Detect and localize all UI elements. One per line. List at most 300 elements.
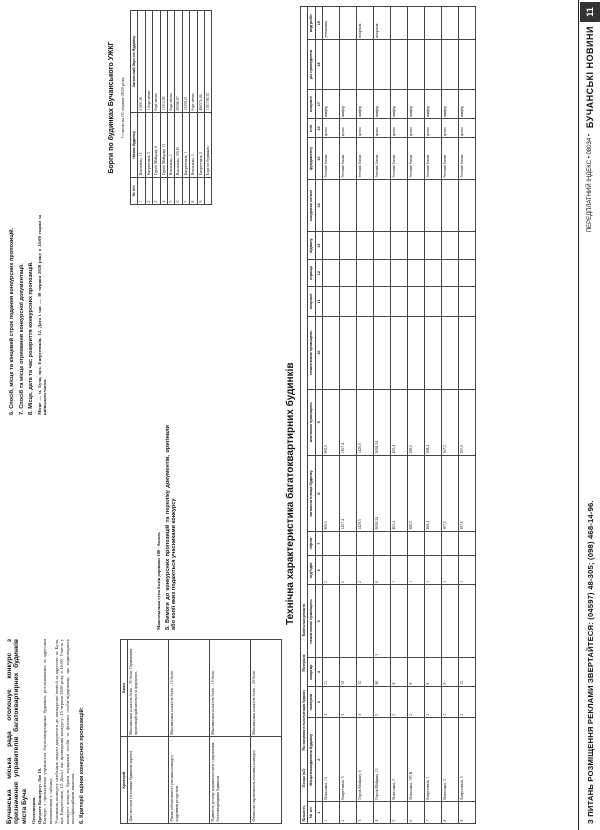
table-cell: [374, 232, 391, 260]
table-cell: [340, 260, 357, 287]
column-right: [6, 215, 274, 415]
table-cell: Героїв Майдану, 6: [357, 718, 374, 802]
table-cell: бетонні блоки: [391, 138, 408, 179]
table-row: [182, 11, 189, 205]
table-cell: Максимальна кількість балів – 15 балів.: [169, 640, 210, 737]
criteria-header: Бали: [121, 640, 128, 737]
table-cell: 1: [425, 556, 442, 585]
table-cell: 1420,5: [357, 389, 374, 455]
table-cell: [459, 179, 476, 231]
table-cell: [340, 232, 357, 260]
table-cell: [374, 40, 391, 90]
table-cell: шифер: [323, 89, 340, 119]
tech-subheader: загальна площа будинку: [308, 455, 315, 531]
tech-subheader: ліфтів: [308, 532, 315, 556]
table-row: [169, 640, 210, 824]
table-cell: [425, 287, 442, 317]
table-cell: [442, 287, 459, 317]
table-cell: Вокзальна, 105 В: [175, 113, 182, 178]
table-cell: 2: [459, 687, 476, 718]
table-cell: [459, 40, 476, 90]
table-cell: бетонні блоки: [357, 138, 374, 179]
table-cell: борг немає: [190, 11, 197, 113]
table-cell: [357, 532, 374, 556]
table-cell: 3: [340, 687, 357, 718]
table-cell: цегла: [459, 119, 476, 138]
column-number: 15: [315, 138, 322, 179]
table-cell: Вокзальна, 13: [323, 718, 340, 802]
table-cell: [459, 232, 476, 260]
table-cell: 2: [145, 177, 152, 204]
table-cell: [357, 260, 374, 287]
table-cell: 8: [425, 658, 442, 687]
table-cell: [408, 287, 425, 317]
table-cell: 965,5: [323, 389, 340, 455]
table-cell: цегла: [391, 119, 408, 138]
table-cell: Максимальна кількість балів – 20 балів.: [251, 640, 282, 737]
column-number: 6: [315, 556, 322, 585]
table-cell: [425, 316, 442, 389]
table-cell: бетонні блоки: [374, 138, 391, 179]
table-cell: [408, 532, 425, 556]
section8-title: 8. Місце, дата та час розкриття конкурсних пропозицій.: [28, 261, 35, 415]
table-cell: шифер: [391, 89, 408, 119]
table-cell: 367,5: [442, 389, 459, 455]
section5-title: 5. Вимоги до конкурсних пропозицій та переліку документів, оригінали або копії яких подаються учасниками конкурсу: [164, 425, 178, 630]
table-cell: [425, 585, 442, 658]
tech-subheader: сходових клітин: [308, 179, 315, 231]
section6-title: 6. Спосіб, місце та кінцевий строк подання конкурсних пропозицій.: [9, 227, 15, 415]
table-cell: [323, 179, 340, 231]
subscription-index: ПЕРЕДПЛАТНИЙ ІНДЕКС • 08034 •: [587, 134, 593, 233]
table-cell: шифер: [425, 89, 442, 119]
table-cell: 6: [374, 556, 391, 585]
column-number: 8: [315, 455, 322, 531]
tech-subheader: нежитлових приміщень: [308, 316, 315, 389]
column-middle: [6, 425, 274, 630]
table-cell: [340, 532, 357, 556]
table-cell: Борг по будинкам: [205, 113, 212, 178]
table-row: [160, 11, 167, 205]
table-cell: Героїв Майдану, 13: [160, 113, 167, 178]
table-row: [391, 7, 408, 824]
table-cell: [442, 260, 459, 287]
tech-table: [300, 6, 476, 824]
table-cell: [408, 179, 425, 231]
table-cell: 3658,34: [374, 389, 391, 455]
table-cell: бетонні блоки: [340, 138, 357, 179]
table-cell: Енергетиків, 5: [145, 113, 152, 178]
table-cell: [425, 232, 442, 260]
table-row: [442, 7, 459, 824]
table-cell: [323, 287, 340, 317]
table-cell: 32: [357, 658, 374, 687]
table-cell: [323, 232, 340, 260]
table-cell: [442, 7, 459, 40]
table-cell: 2: [340, 556, 357, 585]
table-cell: [408, 40, 425, 90]
table-cell: 403,4: [391, 389, 408, 455]
tech-subheader: нежитлових приміщень: [308, 585, 315, 658]
table-row: [340, 7, 357, 824]
table-cell: [391, 40, 408, 90]
table-cell: 397,6: [459, 389, 476, 455]
table-cell: покрівля: [357, 7, 374, 40]
table-cell: [391, 532, 408, 556]
table-cell: 2: [357, 556, 374, 585]
table-row: [168, 11, 175, 205]
group-header: Площа (м2): [302, 768, 306, 788]
table-cell: 21691,81: [138, 11, 145, 113]
table-cell: [425, 40, 442, 90]
table-cell: Вокзальна, 2: [391, 718, 408, 802]
table-cell: 1: [323, 802, 340, 824]
table-cell: [323, 532, 340, 556]
column-number: 12: [315, 260, 322, 287]
table-cell: бетонні блоки: [425, 138, 442, 179]
newspaper-brand: БУЧАНСЬКІ НОВИНИ: [585, 26, 595, 129]
table-cell: 2: [408, 687, 425, 718]
table-cell: 3: [153, 177, 160, 204]
table-cell: [459, 287, 476, 317]
table-cell: 9: [197, 177, 204, 204]
group-headers: [301, 7, 308, 824]
debt-header: Загальний борг по будинку: [131, 11, 138, 113]
table-row: [408, 7, 425, 824]
table-cell: цегла: [340, 119, 357, 138]
table-cell: покрівля: [374, 7, 391, 40]
table-cell: [442, 532, 459, 556]
table-row: [175, 11, 182, 205]
table-cell: цегла: [323, 119, 340, 138]
lot-label: Предмет Конкурсу: Лот 10.: [36, 767, 42, 824]
table-cell: 5: [374, 687, 391, 718]
table-cell: 8: [408, 658, 425, 687]
column-number: 1: [315, 802, 322, 824]
column-number: 18: [315, 40, 322, 90]
table-cell: цегла: [357, 119, 374, 138]
table-cell: 2: [340, 802, 357, 824]
table-cell: Енергетиків, 1: [425, 718, 442, 802]
table-cell: [425, 179, 442, 231]
table-cell: [340, 287, 357, 317]
table-cell: [459, 7, 476, 40]
table-row: [374, 7, 391, 824]
table-cell: 380,5: [408, 455, 425, 531]
tech-subheader: рік проведення: [308, 40, 315, 90]
column-number: 19: [315, 7, 322, 40]
table-cell: 4: [374, 802, 391, 824]
table-cell: шифер: [357, 89, 374, 119]
tech-subheader: підвалу: [308, 232, 315, 260]
table-cell: [374, 532, 391, 556]
table-cell: 367,5: [442, 455, 459, 531]
table-cell: [357, 179, 374, 231]
table-cell: [391, 260, 408, 287]
table-cell: 2: [323, 556, 340, 585]
group-header: Рік введення в експлуатацію будинку: [302, 689, 306, 751]
table-row: [138, 11, 145, 205]
table-cell: 9: [459, 802, 476, 824]
column-number: 11: [315, 287, 322, 317]
table-cell: [459, 316, 476, 389]
table-cell: [442, 585, 459, 658]
table-cell: [425, 532, 442, 556]
debt-header: № п/п: [131, 177, 138, 204]
table-cell: Ціна послуги (за кожним будинком окремо): [128, 737, 169, 824]
tech-header: Місцезнаходження будинку: [308, 718, 315, 802]
column-number: 3: [315, 687, 322, 718]
table-cell: [323, 260, 340, 287]
table-cell: Героїв Майдану, 13: [374, 718, 391, 802]
table-cell: 5: [391, 802, 408, 824]
table-cell: 2: [425, 687, 442, 718]
table-cell: [442, 232, 459, 260]
table-cell: [357, 287, 374, 317]
table-cell: [323, 585, 340, 658]
table-cell: цегла: [425, 119, 442, 138]
table-cell: [374, 179, 391, 231]
tech-subheader: поверхів: [308, 687, 315, 718]
table-cell: [459, 260, 476, 287]
table-cell: Вокзальна, 105 В: [408, 718, 425, 802]
table-cell: [391, 585, 408, 658]
table-row: [425, 7, 442, 824]
table-cell: Вокзальна, 13: [138, 113, 145, 178]
table-cell: 403,4: [391, 455, 408, 531]
table-cell: 3658,34: [374, 455, 391, 531]
table-cell: Вокзальна, 3: [190, 113, 197, 178]
page-footer: [578, 0, 600, 830]
column-number: 5: [315, 585, 322, 658]
table-cell: бетонні блоки: [408, 138, 425, 179]
table-cell: 1: [408, 556, 425, 585]
table-cell: [442, 316, 459, 389]
table-cell: [323, 316, 340, 389]
table-cell: 21: [323, 658, 340, 687]
tech-subheader: вид робіт: [308, 7, 315, 40]
table-cell: 7: [425, 802, 442, 824]
table-cell: [442, 179, 459, 231]
table-cell: 1181780,35: [205, 11, 212, 113]
intro-text: Учасникам конкурсу необхідно подати документи до конкурсної комісії за адресою: м. Буча, вул. Енергетиків, 12. Дата і час проведення конкурсу: 15 червня 2020 року о 10:00. Участь у конкурсі можуть брати юридичні особи та фізичні особи-підприємці, що відповідають кваліфікаційним вимогам.: [53, 639, 76, 824]
table-cell: Фінансова спроможність учасника конкурсу: [251, 737, 282, 824]
table-cell: шифер: [374, 89, 391, 119]
debt-header: Назва будинку: [131, 113, 138, 178]
table-cell: цегла: [374, 119, 391, 138]
lot-text: Конкурс з призначення управителя багатоквартирних будинків, розташованих за адресами визначеними у таблиці.: [42, 639, 53, 824]
table-cell: 12: [459, 658, 476, 687]
table-cell: цегла: [408, 119, 425, 138]
tech-subheader: квартир: [308, 658, 315, 687]
table-cell: [357, 316, 374, 389]
table-cell: [408, 316, 425, 389]
tech-subheader: під'їздів: [308, 556, 315, 585]
table-cell: 3: [374, 585, 391, 658]
table-cell: 5: [168, 177, 175, 204]
table-cell: 965,5: [323, 455, 340, 531]
table-cell: шифер: [459, 89, 476, 119]
table-cell: Енергетиків, 5: [197, 113, 204, 178]
group-header: Матеріали: [302, 654, 306, 672]
table-cell: [374, 287, 391, 317]
criteria-table: [120, 639, 282, 824]
column-number: 4: [315, 658, 322, 687]
column-number: 16: [315, 119, 322, 138]
page-number: 11: [580, 2, 600, 22]
table-cell: 2: [442, 687, 459, 718]
table-cell: [459, 532, 476, 556]
table-cell: 6: [408, 802, 425, 824]
table-cell: 1: [391, 556, 408, 585]
table-cell: [340, 585, 357, 658]
table-cell: шифер: [340, 89, 357, 119]
table-cell: 1: [442, 556, 459, 585]
table-cell: 7: [182, 177, 189, 204]
table-cell: [408, 232, 425, 260]
table-cell: борг немає: [168, 11, 175, 113]
table-cell: 1: [138, 177, 145, 204]
debt-subtitle: Станом на 01 червня 2020 року: [120, 76, 125, 139]
table-row: [251, 640, 282, 824]
table-cell: борг немає: [153, 11, 160, 113]
table-cell: Вокзальна, 2: [168, 113, 175, 178]
table-cell: Максимальна кількість балів – 35 балів. Оцінювання пропозицій здійснюється за формулою.: [128, 640, 169, 737]
table-cell: Вокзальна, 3: [442, 718, 459, 802]
table-cell: утеплення: [323, 7, 340, 40]
table-row: [210, 640, 251, 824]
table-cell: [391, 316, 408, 389]
table-cell: [391, 287, 408, 317]
table-cell: Максимальна кількість балів – 15 балів.: [210, 640, 251, 737]
tech-subheader: фундаменту: [308, 138, 315, 179]
table-row: [128, 640, 169, 824]
group-header: Кількість: [302, 805, 306, 822]
table-cell: бетонні блоки: [459, 138, 476, 179]
table-cell: 8: [190, 177, 197, 204]
table-cell: 3: [357, 687, 374, 718]
ad-contact: З ПИТАНЬ РОЗМІЩЕННЯ РЕКЛАМИ ЗВЕРТАЙТЕСЯ: (04597) 48-305; (098) 468-14-96.: [585, 500, 595, 824]
table-cell: Наявність досвіду надання послуги з управління багатоквартирним будинком: [210, 737, 251, 824]
tech-title: Технічна характеристика багатоквартирних будинків: [285, 362, 296, 625]
table-row: [323, 7, 340, 824]
table-cell: [425, 260, 442, 287]
table-cell: 11312,65: [160, 11, 167, 113]
table-cell: 8: [391, 658, 408, 687]
table-cell: 496576,04: [197, 11, 204, 113]
column-number: 10: [315, 316, 322, 389]
table-row: [197, 11, 204, 205]
table-cell: 368,4: [425, 389, 442, 455]
tech-subheader: горища: [308, 260, 315, 287]
table-cell: [357, 232, 374, 260]
table-cell: 26596,87: [175, 11, 182, 113]
table-cell: 1: [459, 556, 476, 585]
table-cell: Енергетиків, 1: [182, 113, 189, 178]
table-cell: 8: [442, 658, 459, 687]
table-row: [190, 11, 197, 205]
table-cell: 4: [160, 177, 167, 204]
table-cell: [408, 7, 425, 40]
table-cell: [391, 232, 408, 260]
tech-subheader: стін: [308, 119, 315, 138]
table-cell: 33: [340, 658, 357, 687]
table-cell: 8: [442, 802, 459, 824]
table-row: [357, 7, 374, 824]
tech-subheader: покрівлі: [308, 287, 315, 317]
table-cell: 13259,21: [182, 11, 189, 113]
table-cell: шифер: [408, 89, 425, 119]
table-row: [459, 7, 476, 824]
debt-table: [130, 10, 212, 205]
column-number: 13: [315, 232, 322, 260]
column-number: 2: [315, 718, 322, 802]
table-cell: 368,4: [425, 455, 442, 531]
table-cell: бетонні блоки: [442, 138, 459, 179]
time-note: Місце — м. Буча, вул. Енергетиків, 12. Дата і час — 30 червня 2020 року о 14:00 годині за київським часом.: [36, 215, 48, 415]
article-title: Бучанська міська рада оголошує конкурс з призначення управителів багатоквартирних будинків міста Буча: [6, 639, 28, 824]
table-row: [205, 11, 212, 205]
criteria-title: 6. Критерії оцінки конкурсних пропозицій:: [78, 707, 85, 824]
table-cell: 1457,4: [340, 389, 357, 455]
table-cell: [425, 7, 442, 40]
table-cell: [340, 7, 357, 40]
table-cell: [459, 585, 476, 658]
table-row: [153, 11, 160, 205]
table-cell: [340, 316, 357, 389]
table-cell: Героїв Майдану, 6: [153, 113, 160, 178]
table-cell: [374, 260, 391, 287]
table-cell: [357, 40, 374, 90]
table-cell: Енергетиків, 5: [340, 718, 357, 802]
table-cell: 1420,5: [357, 455, 374, 531]
section7-title: 7. Спосіб та місце отримання конкурсної документації.: [18, 263, 25, 415]
table-row: [145, 11, 152, 205]
table-cell: 1 борг немає: [145, 11, 152, 113]
table-cell: [340, 40, 357, 90]
table-cell: [205, 177, 212, 204]
announce-label: Оголошення.: [31, 796, 37, 824]
column-number: 9: [315, 389, 322, 455]
table-cell: 3: [357, 802, 374, 824]
table-cell: [442, 40, 459, 90]
table-cell: [374, 316, 391, 389]
table-cell: [340, 179, 357, 231]
tech-subheader: житлових приміщень: [308, 389, 315, 455]
tech-subheader: покрівлі: [308, 89, 315, 119]
table-cell: [408, 585, 425, 658]
table-cell: [391, 7, 408, 40]
table-cell: 1457,4: [340, 455, 357, 531]
table-cell: бетонні блоки: [323, 138, 340, 179]
table-cell: цегла: [442, 119, 459, 138]
column-number: 14: [315, 179, 322, 231]
max-score: Максимальна сума балів дорівнює 100 - балам.: [156, 532, 161, 630]
table-cell: 2: [391, 687, 408, 718]
column-number: 17: [315, 89, 322, 119]
table-cell: Енергетиків, 5: [459, 718, 476, 802]
tech-header: № з/п: [308, 802, 315, 824]
table-cell: 380,5: [408, 389, 425, 455]
group-header: Капітальні ремонти: [302, 603, 306, 637]
table-cell: [391, 179, 408, 231]
table-cell: [357, 585, 374, 658]
table-cell: 3: [323, 687, 340, 718]
table-cell: [408, 260, 425, 287]
criteria-header: Критерій: [121, 737, 128, 824]
table-cell: 80: [374, 658, 391, 687]
column-number: 7: [315, 532, 322, 556]
